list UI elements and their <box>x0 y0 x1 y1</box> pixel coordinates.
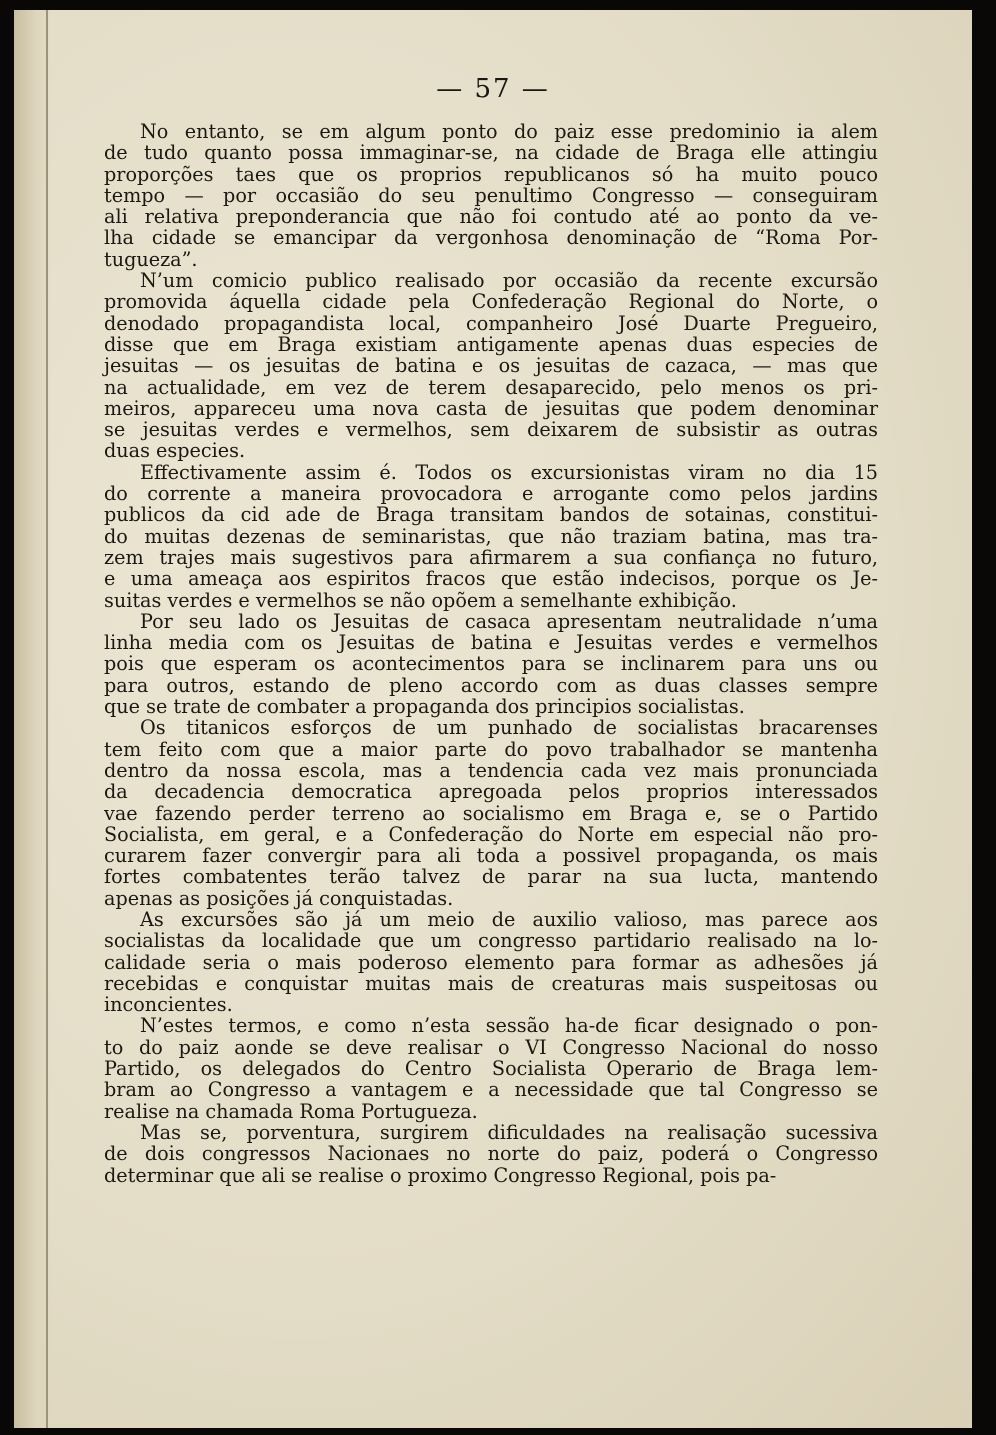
text-line: pois que esperam os acontecimentos para se inclinarem para uns ou <box>104 652 878 676</box>
text-line: de tudo quanto possa immaginar-se, na cidade de Braga elle attingiu <box>104 141 878 165</box>
text-line: para outros, estando de pleno accordo com as duas classes sempre <box>104 673 878 697</box>
text-line: tem feito com que a maior parte do povo trabalhador se mantenha <box>104 737 878 761</box>
text-line: linha media com os Jesuitas de batina e Jesuitas verdes e vermelhos <box>104 631 878 655</box>
text-line: No entanto, se em algum ponto do paiz esse predominio ia alem <box>140 120 878 143</box>
paragraph <box>104 611 878 717</box>
page-fold-line <box>46 10 48 1428</box>
text-line: Mas se, porventura, surgirem dificuldades na realisação sucessiva <box>140 1120 878 1144</box>
text-line: realise na chamada Roma Portugueza. <box>104 1099 478 1123</box>
paragraph <box>104 909 878 1015</box>
text-line: curarem fazer convergir para ali toda a possivel propaganda, os mais <box>104 844 878 868</box>
text-line: Os titanicos esforços de um punhado de socialistas bracarenses <box>140 716 878 740</box>
text-line: duas especies. <box>104 439 246 463</box>
text-line: promovida áquella cidade pela Confederação Regional do Norte, o <box>104 290 878 314</box>
text-line: jesuitas — os jesuitas de batina e os jesuitas de cazaca, — mas que <box>104 354 878 378</box>
text-line: publicos da cid ade de Braga transitam bandos de sotainas, constitui- <box>104 503 878 527</box>
text-line: N’um comicio publico realisado por occasião da recente excursão <box>140 269 878 293</box>
text-line: se jesuitas verdes e vermelhos, sem deixarem de subsistir as outras <box>104 418 878 442</box>
text-line: vae fazendo perder terreno ao socialismo em Braga e, se o Partido <box>104 801 878 825</box>
text-line: denodado propagandista local, companheiro José Duarte Pregueiro, <box>104 311 878 335</box>
text-line: tugueza”. <box>104 247 198 271</box>
text-line: Por seu lado os Jesuitas de casaca apresentam neutralidade n’uma <box>140 609 878 633</box>
text-line: ali relativa preponderancia que não foi contudo até ao ponto da ve- <box>104 205 878 229</box>
paragraph <box>104 270 878 462</box>
body-text <box>104 121 878 1186</box>
paragraph <box>104 1122 878 1186</box>
text-line: da decadencia democratica apregoada pelos proprios interessados <box>104 780 878 804</box>
text-line: proporções taes que os proprios republicanos só ha muito pouco <box>104 162 878 186</box>
paragraph <box>104 717 878 909</box>
text-line: fortes combatentes terão talvez de parar na sua lucta, mantendo <box>104 865 878 889</box>
text-line: bram ao Congresso a vantagem e a necessidade que tal Congresso se <box>104 1078 878 1102</box>
text-line: do corrente a maneira provocadora e arrogante como pelos jardins <box>104 482 878 506</box>
text-line: Socialista, em geral, e a Confederação do Norte em especial não pro- <box>104 822 878 846</box>
text-line: de dois congressos Nacionaes no norte do paiz, poderá o Congresso <box>104 1142 878 1166</box>
text-line: N’estes termos, e como n’esta sessão ha-de ficar designado o pon- <box>140 1014 878 1038</box>
text-line: suitas verdes e vermelhos se não opõem a semelhante exhibição. <box>104 588 737 612</box>
page-number: — 57 — <box>436 74 550 104</box>
text-line: que se trate de combater a propaganda dos principios socialistas. <box>104 695 745 719</box>
text-line: calidade seria o mais poderoso elemento para formar as adhesões já <box>104 950 878 974</box>
text-line: Effectivamente assim é. Todos os excursionistas viram no dia 15 <box>140 460 878 484</box>
text-line: As excursões são já um meio de auxilio valioso, mas parece aos <box>140 907 878 931</box>
text-line: determinar que ali se realise o proximo Congresso Regional, pois pa- <box>104 1163 777 1187</box>
text-line: Partido, os delegados do Centro Socialista Operario de Braga lem- <box>104 1057 878 1081</box>
text-line: disse que em Braga existiam antigamente apenas duas especies de <box>104 332 878 356</box>
text-line: to do paiz aonde se deve realisar o VI Congresso Nacional do nosso <box>104 1035 878 1059</box>
text-line: lha cidade se emancipar da vergonhosa denominação de “Roma Por- <box>104 226 878 250</box>
text-line: e uma ameaça aos espiritos fracos que estão indecisos, porque os Je- <box>104 567 878 591</box>
document-page <box>14 10 972 1428</box>
text-line: do muitas dezenas de seminaristas, que não traziam batina, mas tra- <box>104 524 878 548</box>
text-line: recebidas e conquistar muitas mais de creaturas mais suspeitosas ou <box>104 971 878 995</box>
paragraph <box>104 1015 878 1121</box>
text-line: meiros, appareceu uma nova casta de jesuitas que podem denominar <box>104 396 878 420</box>
text-line: na actualidade, em vez de terem desaparecido, pelo menos os pri- <box>104 375 878 399</box>
text-line: socialistas da localidade que um congresso partidario realisado na lo- <box>104 929 878 953</box>
paragraph <box>104 121 878 270</box>
text-line: dentro da nossa escola, mas a tendencia cada vez mais pronunciada <box>104 758 878 782</box>
text-line: inconcientes. <box>104 993 233 1017</box>
text-line: zem trajes mais sugestivos para afirmarem a sua confiança no futuro, <box>104 545 878 569</box>
text-line: tempo — por occasião do seu penultimo Congresso — conseguiram <box>104 183 878 207</box>
text-line: apenas as posições já conquistadas. <box>104 886 454 910</box>
paragraph <box>104 462 878 611</box>
